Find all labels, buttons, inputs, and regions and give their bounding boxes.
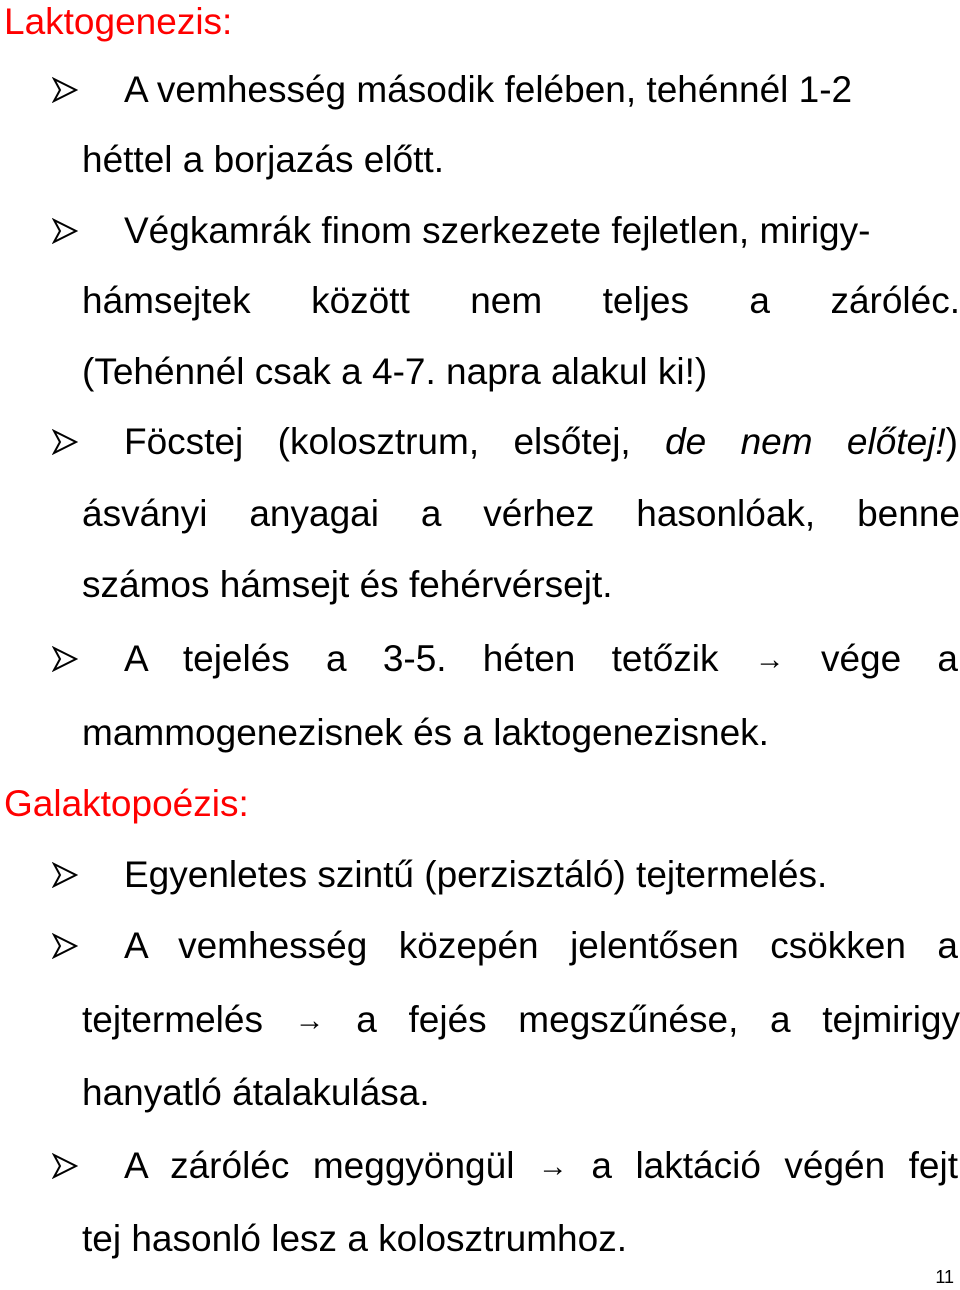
section-heading-galaktopoezis: Galaktopoézis: bbox=[4, 783, 249, 824]
page-number: 11 bbox=[935, 1267, 954, 1287]
arrowhead-bullet-icon bbox=[52, 924, 82, 968]
right-arrow-icon: → bbox=[294, 1004, 325, 1037]
text-run: vége a bbox=[820, 638, 958, 679]
italic-text-run: de nem előtej! bbox=[665, 421, 946, 462]
arrowhead-bullet-icon bbox=[52, 853, 82, 897]
bullet-text-line: hanyatló átalakulása. bbox=[82, 1072, 430, 1113]
bullet-text-line: héttel a borjazás előtt. bbox=[82, 139, 444, 180]
text-run: A tejelés a 3-5. héten tetőzik bbox=[124, 638, 719, 679]
arrowhead-bullet-icon bbox=[52, 209, 82, 253]
bullet-text-line: Végkamrák finom szerkezete fejletlen, mirigy- bbox=[124, 210, 871, 251]
bullet-text-line bbox=[124, 637, 958, 681]
bullet-text-line: A vemhesség közepén jelentősen csökken a bbox=[124, 925, 958, 966]
bullet-text-line: hámsejtek között nem teljes a záróléc. bbox=[82, 280, 960, 321]
bullet-text-line: A vemhesség második felében, tehénnél 1-2 bbox=[124, 69, 853, 110]
bullet-text-line: Egyenletes szintű (perzisztáló) tejtermelés. bbox=[124, 854, 828, 895]
section-heading-laktogenezis: Laktogenezis: bbox=[4, 1, 233, 42]
text-run: tejtermelés bbox=[82, 999, 263, 1040]
bullet-text-line: (Tehénnél csak a 4-7. napra alakul ki!) bbox=[82, 351, 708, 392]
right-arrow-icon: → bbox=[754, 643, 785, 676]
bullet-text-line: ásványi anyagai a vérhez hasonlóak, benne bbox=[82, 493, 960, 534]
bullet-text-line: mammogenezisnek és a laktogenezisnek. bbox=[82, 712, 769, 753]
arrowhead-bullet-icon bbox=[52, 68, 82, 112]
bullet-text-line bbox=[124, 420, 958, 464]
arrowhead-bullet-icon bbox=[52, 1144, 82, 1188]
text-run: A záróléc meggyöngül bbox=[124, 1145, 515, 1186]
bullet-text-line: számos hámsejt és fehérvérsejt. bbox=[82, 564, 613, 605]
bullet-text-line: tej hasonló lesz a kolosztrumhoz. bbox=[82, 1218, 627, 1259]
arrowhead-bullet-icon bbox=[52, 420, 82, 464]
text-run: a laktáció végén fejt bbox=[591, 1145, 959, 1186]
text-run: Föcstej (kolosztrum, elsőtej, bbox=[124, 421, 666, 462]
bullet-text-line bbox=[82, 998, 960, 1042]
right-arrow-icon: → bbox=[537, 1150, 568, 1183]
text-run: a fejés megszűnése, a tejmirigy bbox=[356, 999, 960, 1040]
text-run: ) bbox=[945, 421, 958, 462]
arrowhead-bullet-icon bbox=[52, 637, 82, 681]
bullet-text-line bbox=[124, 1144, 958, 1188]
